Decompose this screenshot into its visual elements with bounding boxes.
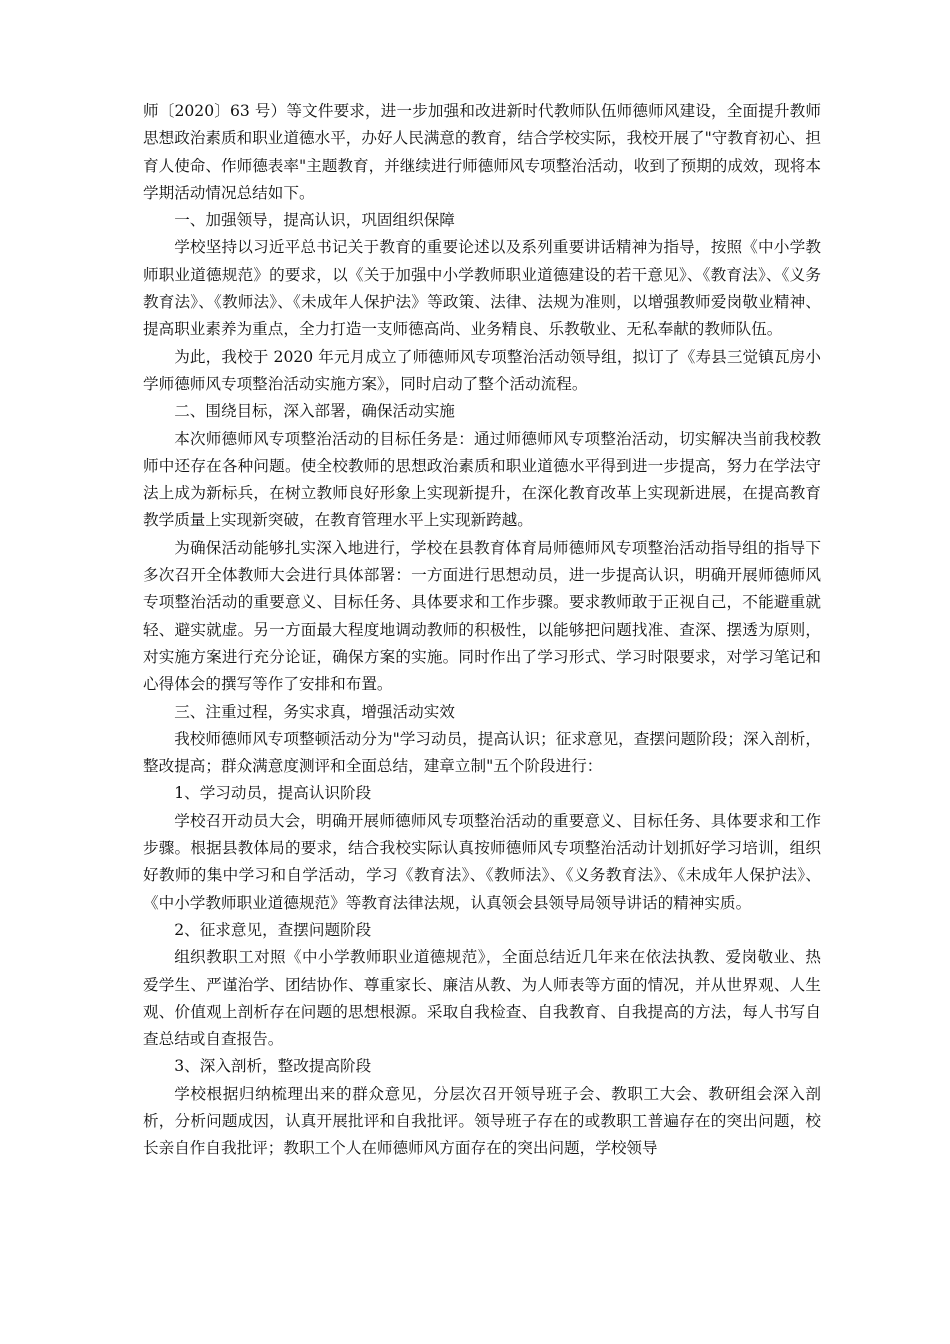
paragraph: 组织教职工对照《中小学教师职业道德规范》，全面总结近几年来在依法执教、爱岗敬业、热爱学生、严谨治学、团结协作、尊重家长、廉洁从教、为人师表等方面的情况，并从世界观、人生观、价值观上剖析存在问题的思想根源。采取自我检查、自我教育、自我提高的方法，每人书写自查总结或自查报告。 (143, 948, 821, 1049)
paragraph: 为确保活动能够扎实深入地进行，学校在县教育体育局师德师风专项整治活动指导组的指导下多次召开全体教师大会进行具体部署：一方面进行思想动员，进一步提高认识，明确开展师德师风专项整治活动的重要意义、目标任务、具体要求和工作步骤。要求教师敢于正视自己，不能避重就轻、避实就虚。另一方面最大程度地调动教师的积极性，以能够把问题找准、查深、摆透为原则，对实施方案进行充分论证，确保方案的实施。同时作出了学习形式、学习时限要求，对学习笔记和心得体会的撰写等作了安排和布置。 (143, 538, 821, 694)
paragraph: 本次师德师风专项整治活动的目标任务是：通过师德师风专项整治活动，切实解决当前我校教师中还存在各种问题。使全校教师的思想政治素质和职业道德水平得到进一步提高，努力在学法守法上成为新标兵，在树立教师良好形象上实现新提升，在深化教育改革上实现新进展，在提高教育教学质量上实现新突破，在教育管理水平上实现新跨越。 (143, 429, 821, 530)
paragraph: 学校召开动员大会，明确开展师德师风专项整治活动的重要意义、目标任务、具体要求和工作步骤。根据县教体局的要求，结合我校实际认真按师德师风专项整治活动计划抓好学习培训，组织好教师的集中学习和自学活动，学习《教育法》、《教师法》、《义务教育法》、《未成年人保护法》、《中小学教师职业道德规范》等教育法律法规，认真领会县领导局领导讲话的精神实质。 (143, 811, 821, 912)
paragraph: 学校根据归纳梳理出来的群众意见，分层次召开领导班子会、教职工大会、教研组会深入剖析，分析问题成因，认真开展批评和自我批评。领导班子存在的或教职工普遍存在的突出问题，校长亲自作自我批评；教职工个人在师德师风方面存在的突出问题，学校领导 (143, 1084, 821, 1158)
document-body (143, 98, 821, 1163)
subheading-stage-3: 3、深入剖析，整改提高阶段 (174, 1057, 372, 1076)
subheading-stage-2: 2、征求意见，查摆问题阶段 (174, 920, 372, 939)
paragraph: 为此，我校于 2020 年元月成立了师德师风专项整治活动领导组，拟订了《寿县三觉镇瓦房小学师德师风专项整治活动实施方案》，同时启动了整个活动流程。 (143, 347, 821, 393)
subheading-stage-1: 1、学习动员，提高认识阶段 (174, 784, 372, 803)
paragraph: 我校师德师风专项整顿活动分为"学习动员，提高认识；征求意见，查摆问题阶段；深入剖析，整改提高；群众满意度测评和全面总结，建章立制"五个阶段进行： (143, 729, 821, 776)
heading-section-3: 三、注重过程，务实求真，增强活动实效 (174, 702, 455, 721)
heading-section-2: 二、围绕目标，深入部署，确保活动实施 (174, 402, 455, 421)
paragraph: 学校坚持以习近平总书记关于教育的重要论述以及系列重要讲话精神为指导，按照《中小学教师职业道德规范》的要求，以《关于加强中小学教师职业道德建设的若干意见》、《教育法》、《义务教育法》、《教师法》、《未成年人保护法》等政策、法律、法规为准则，以增强教师爱岗敬业精神、提高职业素养为重点，全力打造一支师德高尚、业务精良、乐教敬业、无私奉献的教师队伍。 (143, 238, 821, 339)
heading-section-1: 一、加强领导，提高认识，巩固组织保障 (174, 211, 455, 230)
paragraph-intro: 师〔2020〕63 号）等文件要求，进一步加强和改进新时代教师队伍师德师风建设，全面提升教师思想政治素质和职业道德水平，办好人民满意的教育，结合学校实际，我校开展了"守教育初心、担育人使命、作师德表率"主题教育，并继续进行师德师风专项整治活动，收到了预期的成效，现将本学期活动情况总结如下。 (143, 102, 821, 202)
